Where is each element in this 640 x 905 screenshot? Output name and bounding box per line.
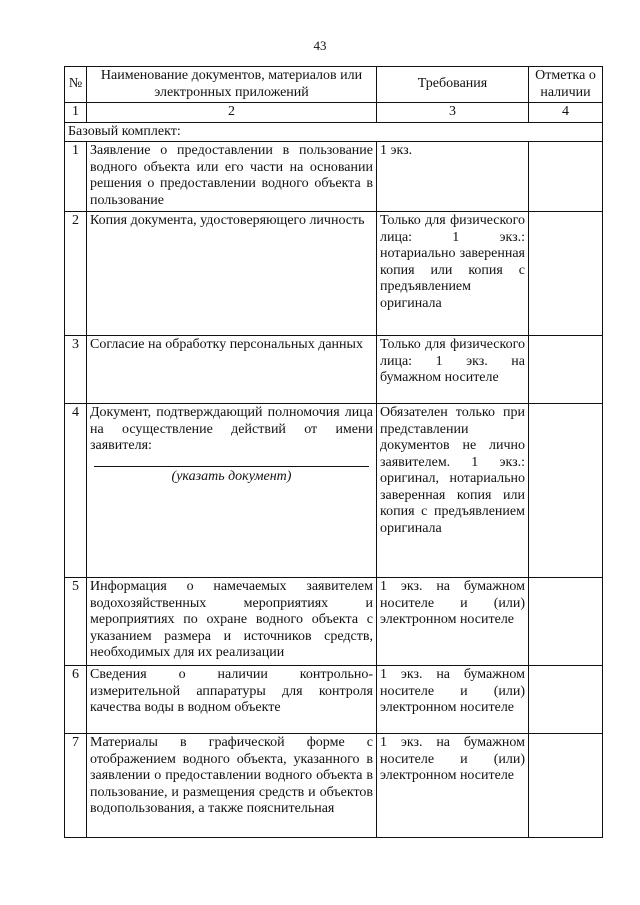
page-number: 43 xyxy=(313,38,327,53)
section-title: Базовый комплект: xyxy=(65,122,603,142)
table-row xyxy=(65,578,603,666)
fill-in-hint: (указать документ) xyxy=(171,468,292,484)
column-numbers-row xyxy=(65,103,603,123)
availability-mark[interactable] xyxy=(529,666,603,734)
column-number: 1 xyxy=(65,103,87,123)
document-name: Согласие на обработку персональных данных xyxy=(87,336,377,404)
table-header-row xyxy=(65,67,603,103)
requirement: Обязателен только при представлении документов не лично заявителем. 1 экз.: оригинал, нотариально заверенная копия или копия с предъявлением оригинала xyxy=(377,404,529,578)
header-number: № xyxy=(65,67,87,103)
document-name: Заявление о предоставлении в пользование водного объекта или его части на основании решения о предоставлении водного объекта в пользование xyxy=(87,142,377,212)
requirement: Только для физического лица: 1 экз.: нотариально заверенная копия или копия с предъявлением оригинала xyxy=(377,212,529,336)
row-number: 7 xyxy=(65,734,87,838)
document-name: Документ, подтверждающий полномочия лица на осуществление действий от имени заявителя: xyxy=(90,405,373,453)
requirement: Только для физического лица: 1 экз. на бумажном носителе xyxy=(377,336,529,404)
column-number: 3 xyxy=(377,103,529,123)
document-name-cell xyxy=(87,404,377,578)
document-name: Копия документа, удостоверяющего личность xyxy=(87,212,377,336)
row-number: 6 xyxy=(65,666,87,734)
requirement: 1 экз. на бумажном носителе и (или) электронном носителе xyxy=(377,666,529,734)
table-row xyxy=(65,734,603,838)
document-name: Материалы в графической форме с отображением водного объекта, указанного в заявлении о предоставлении водного объекта в пользование, и размещения средств и объектов водопользования, а также пояснительная xyxy=(87,734,377,838)
documents-table xyxy=(64,66,603,838)
column-number: 4 xyxy=(529,103,603,123)
header-name: Наименование документов, материалов или электронных приложений xyxy=(87,67,377,103)
table-row xyxy=(65,336,603,404)
table-row xyxy=(65,142,603,212)
availability-mark[interactable] xyxy=(529,142,603,212)
section-row xyxy=(65,122,603,142)
table-row xyxy=(65,404,603,578)
row-number: 2 xyxy=(65,212,87,336)
row-number: 4 xyxy=(65,404,87,578)
row-number: 5 xyxy=(65,578,87,666)
availability-mark[interactable] xyxy=(529,404,603,578)
row-number: 1 xyxy=(65,142,87,212)
requirement: 1 экз. xyxy=(377,142,529,212)
header-availability: Отметка о наличии xyxy=(529,67,603,103)
availability-mark[interactable] xyxy=(529,578,603,666)
table-row xyxy=(65,666,603,734)
requirement: 1 экз. на бумажном носителе и (или) электронном носителе xyxy=(377,734,529,838)
row-number: 3 xyxy=(65,336,87,404)
availability-mark[interactable] xyxy=(529,336,603,404)
document-name: Информация о намечаемых заявителем водохозяйственных мероприятиях и мероприятиях по охране водного объекта с указанием размера и источников средств, необходимых для их реализации xyxy=(87,578,377,666)
document-name: Сведения о наличии контрольно-измерительной аппаратуры для контроля качества воды в водном объекте xyxy=(87,666,377,734)
requirement: 1 экз. на бумажном носителе и (или) электронном носителе xyxy=(377,578,529,666)
table-row xyxy=(65,212,603,336)
availability-mark[interactable] xyxy=(529,734,603,838)
column-number: 2 xyxy=(87,103,377,123)
availability-mark[interactable] xyxy=(529,212,603,336)
header-requirements: Требования xyxy=(377,67,529,103)
fill-in-line[interactable] xyxy=(94,465,369,467)
